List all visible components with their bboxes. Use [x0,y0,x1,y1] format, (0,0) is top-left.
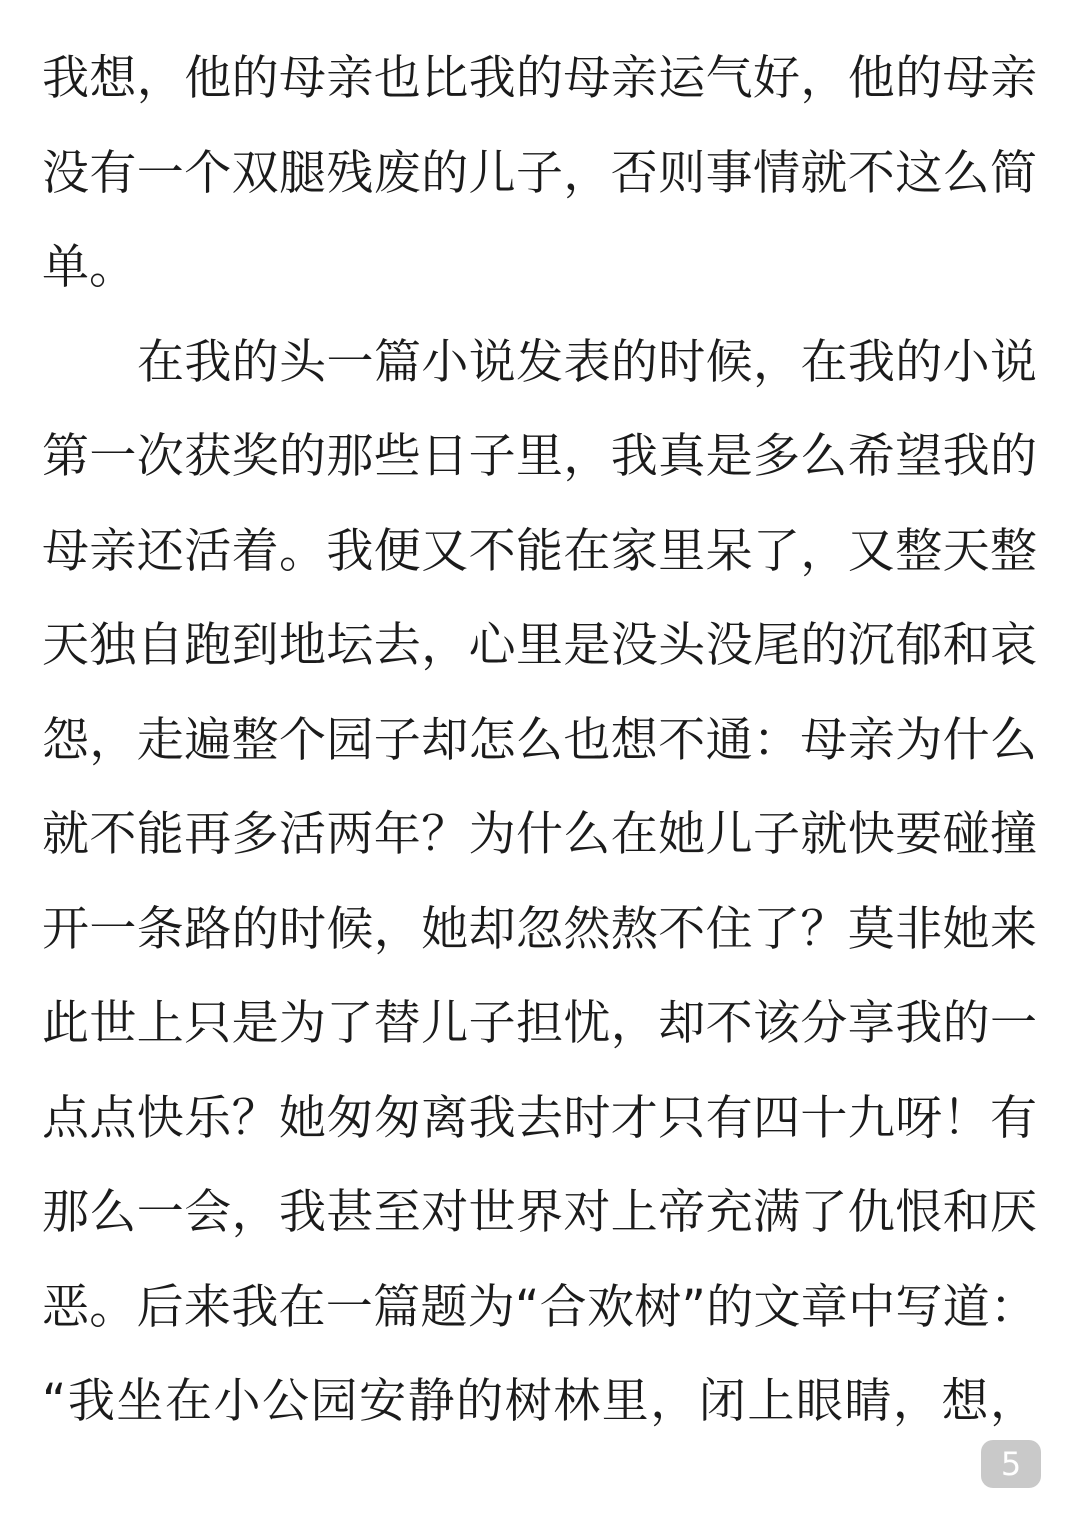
text-line: 那么一会，我甚至对世界对上帝充满了仇恨和厌 [42,1185,1037,1240]
text-line: 此世上只是为了替儿子担忧，却不该分享我的一 [42,996,1037,1051]
text-line: 在我的头一篇小说发表的时候，在我的小说 [137,334,1037,390]
text-line: 天独自跑到地坛去，心里是没头没尾的沉郁和哀 [42,618,1037,673]
text-line: 就不能再多活两年？为什么在她儿子就快要碰撞 [42,807,1037,862]
text-line: “我坐在小公园安静的树林里，闭上眼睛，想， [42,1374,1037,1429]
text-body [42,42,1037,1460]
page-number-badge[interactable]: 5 [981,1440,1041,1488]
text-line: 开一条路的时候，她却忽然熬不住了？莫非她来 [42,901,1037,957]
text-line: 我想，他的母亲也比我的母亲运气好，他的母亲 [42,51,1037,106]
text-line: 点点快乐？她匆匆离我去时才只有四十九呀！有 [42,1090,1037,1146]
text-line: 怨，走遍整个园子却怎么也想不通：母亲为什么 [42,712,1037,768]
text-line: 单。 [42,240,136,295]
text-line: 第一次获奖的那些日子里，我真是多么希望我的 [42,429,1037,484]
text-line: 恶。后来我在一篇题为“合欢树”的文章中写道： [42,1279,1037,1335]
text-line: 没有一个双腿残废的儿子，否则事情就不这么简 [42,145,1037,201]
text-line: 母亲还活着。我便又不能在家里呆了，又整天整 [42,523,1037,579]
